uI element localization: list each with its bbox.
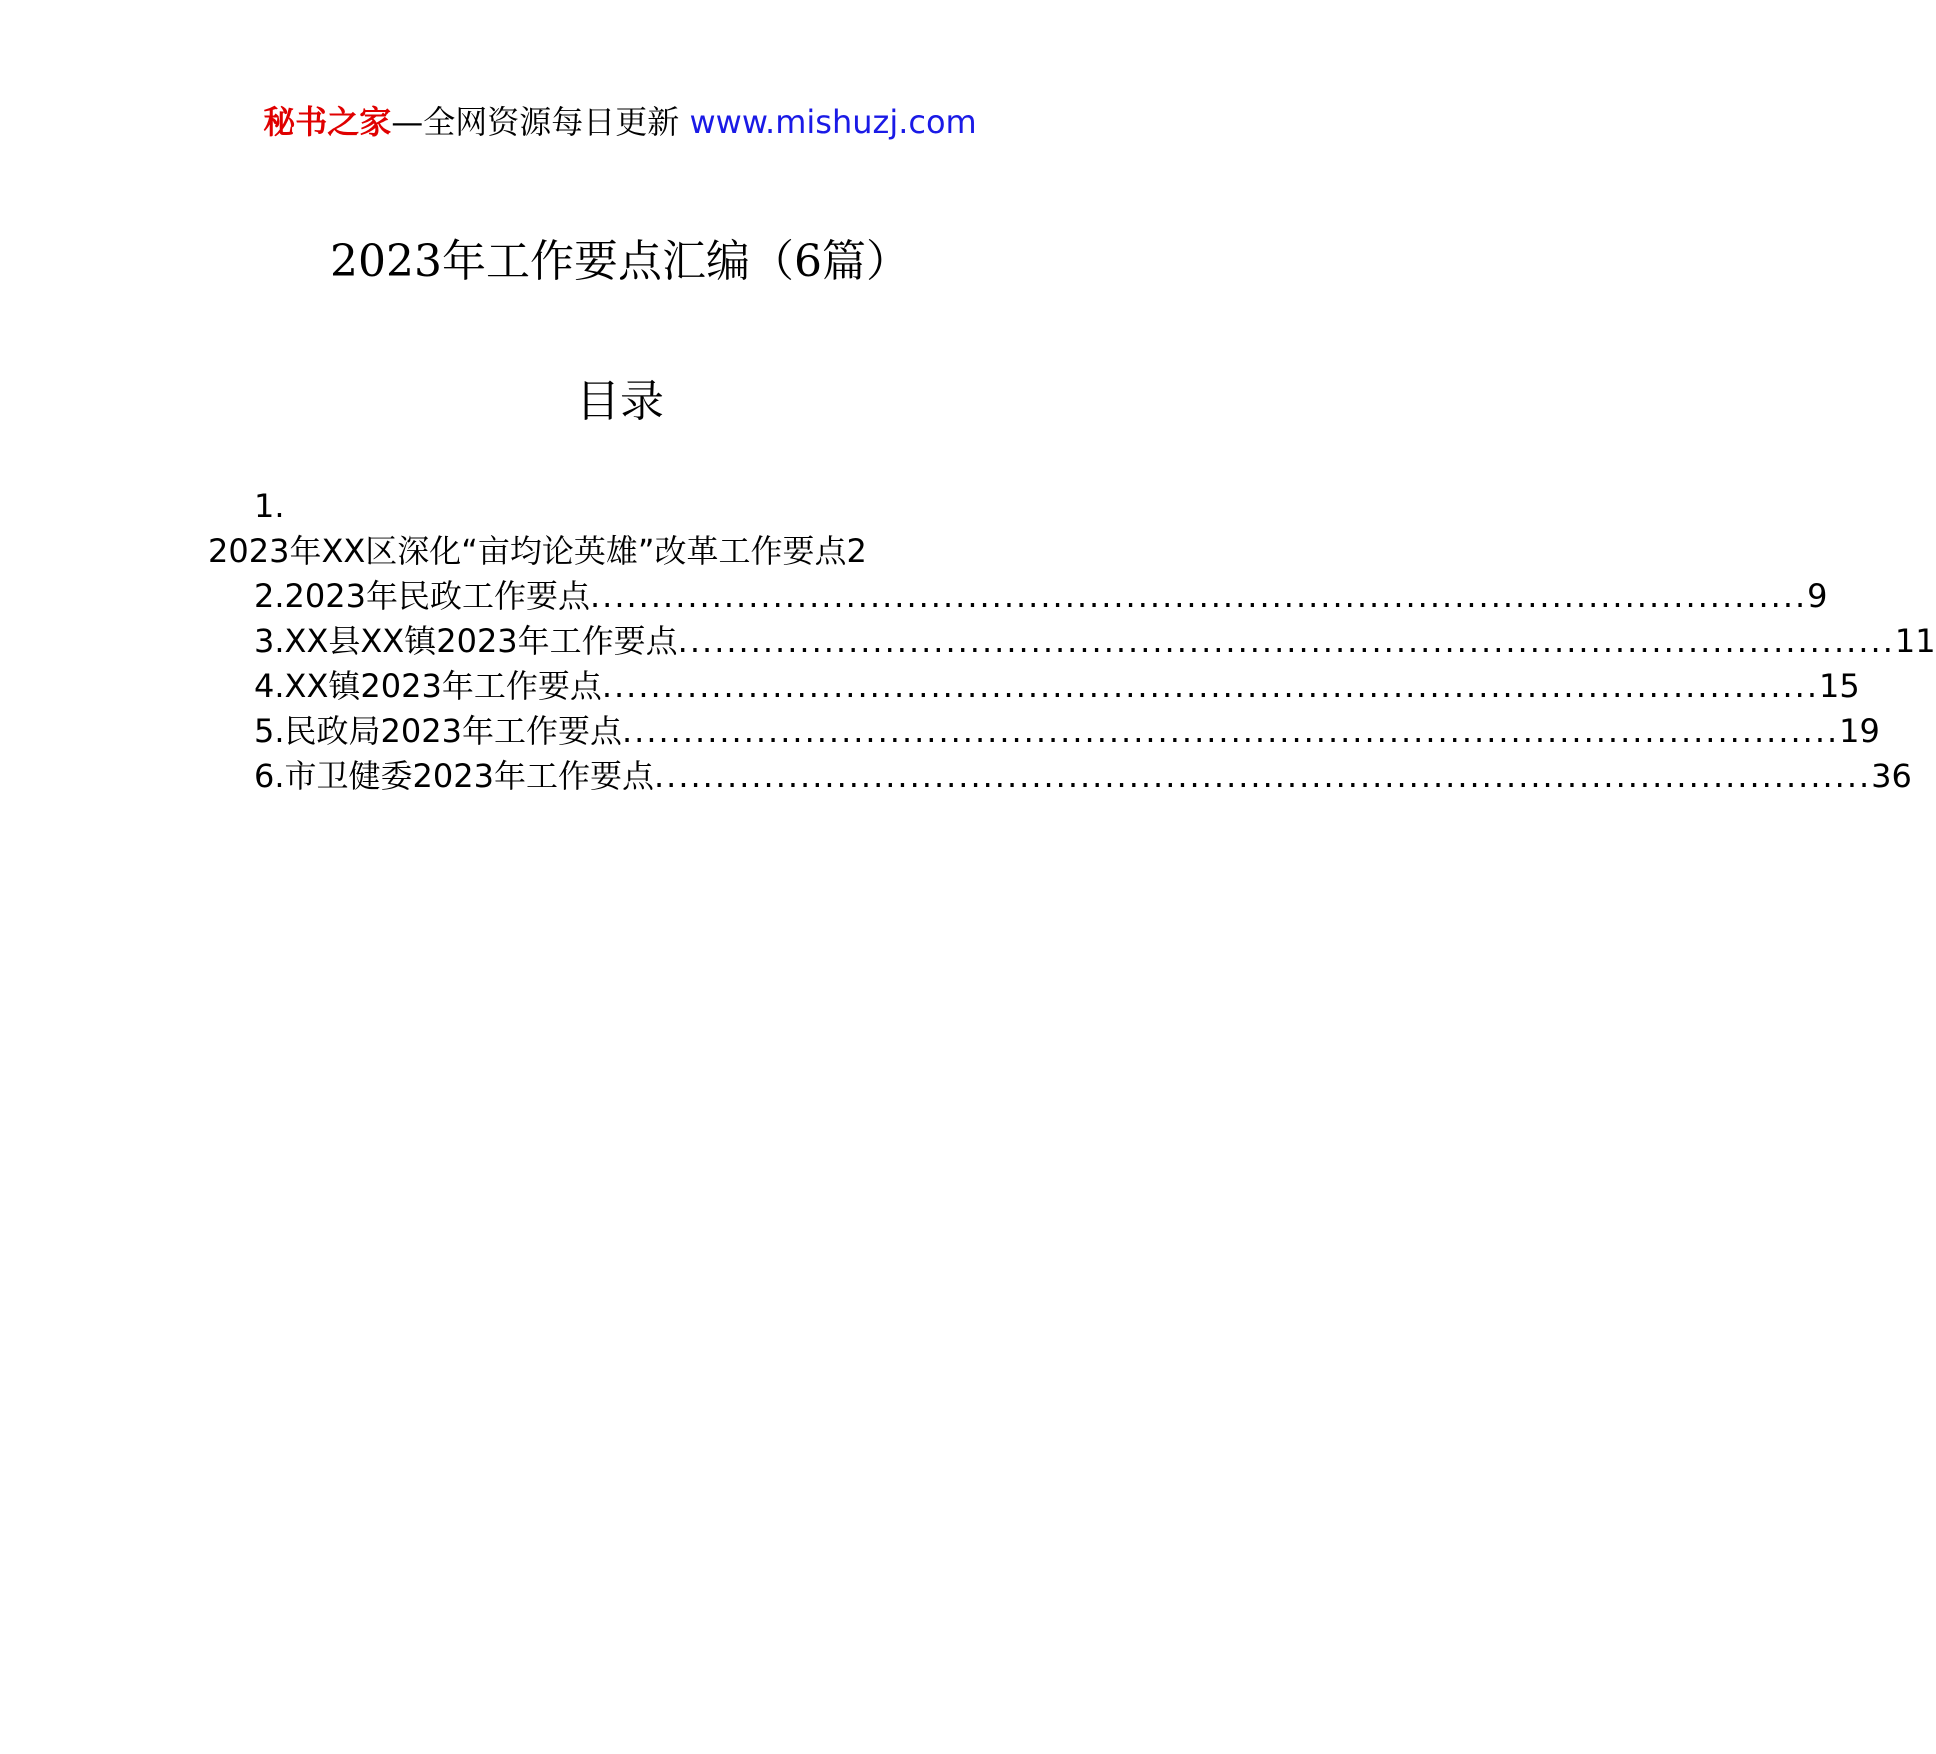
toc-item-2[interactable] [208,574,1828,619]
toc-leader-dots: .................................................................................................... [621,712,1840,750]
toc-item-label: 6.市卫健委2023年工作要点 [254,757,654,795]
toc-item-page: 36 [1871,757,1912,795]
toc-item-3[interactable] [208,619,1936,664]
toc-leader-dots: .................................................................................................... [677,622,1895,660]
toc-leader-dots: .................................................................................................... [653,757,1872,795]
toc-item-page: 9 [1807,577,1828,615]
site-brand: 秘书之家 [263,103,392,141]
site-slogan: —全网资源每日更新 [391,103,680,141]
toc-item-label: 4.XX镇2023年工作要点 [254,667,602,705]
toc-item-label: 2.2023年民政工作要点 [254,577,590,615]
document-title: 2023年工作要点汇编（6篇） [330,236,910,287]
toc-item-5[interactable] [208,709,1880,754]
toc-item-6[interactable] [208,754,1912,799]
toc-leader-dots: .................................................................................................... [601,667,1820,705]
table-of-contents [208,484,1936,799]
toc-item-4[interactable] [208,664,1860,709]
toc-item-1-number: 1. [254,487,285,525]
site-url-link[interactable]: www.mishuzj.com [689,103,977,141]
toc-heading: 目录 [576,376,664,427]
toc-item-label: 2023年XX区深化“亩均论英雄”改革工作要点 [208,532,847,570]
toc-item-page: 2 [846,532,867,570]
site-header [0,100,1240,144]
toc-item-page: 11 [1894,622,1936,660]
toc-item-1[interactable] [208,529,1048,574]
toc-item-label: 3.XX县XX镇2023年工作要点 [254,622,678,660]
toc-leader-dots: .................................................................................................... [589,577,1808,615]
toc-item-label: 5.民政局2023年工作要点 [254,712,622,750]
toc-item-page: 19 [1839,712,1880,750]
toc-item-page: 15 [1819,667,1860,705]
